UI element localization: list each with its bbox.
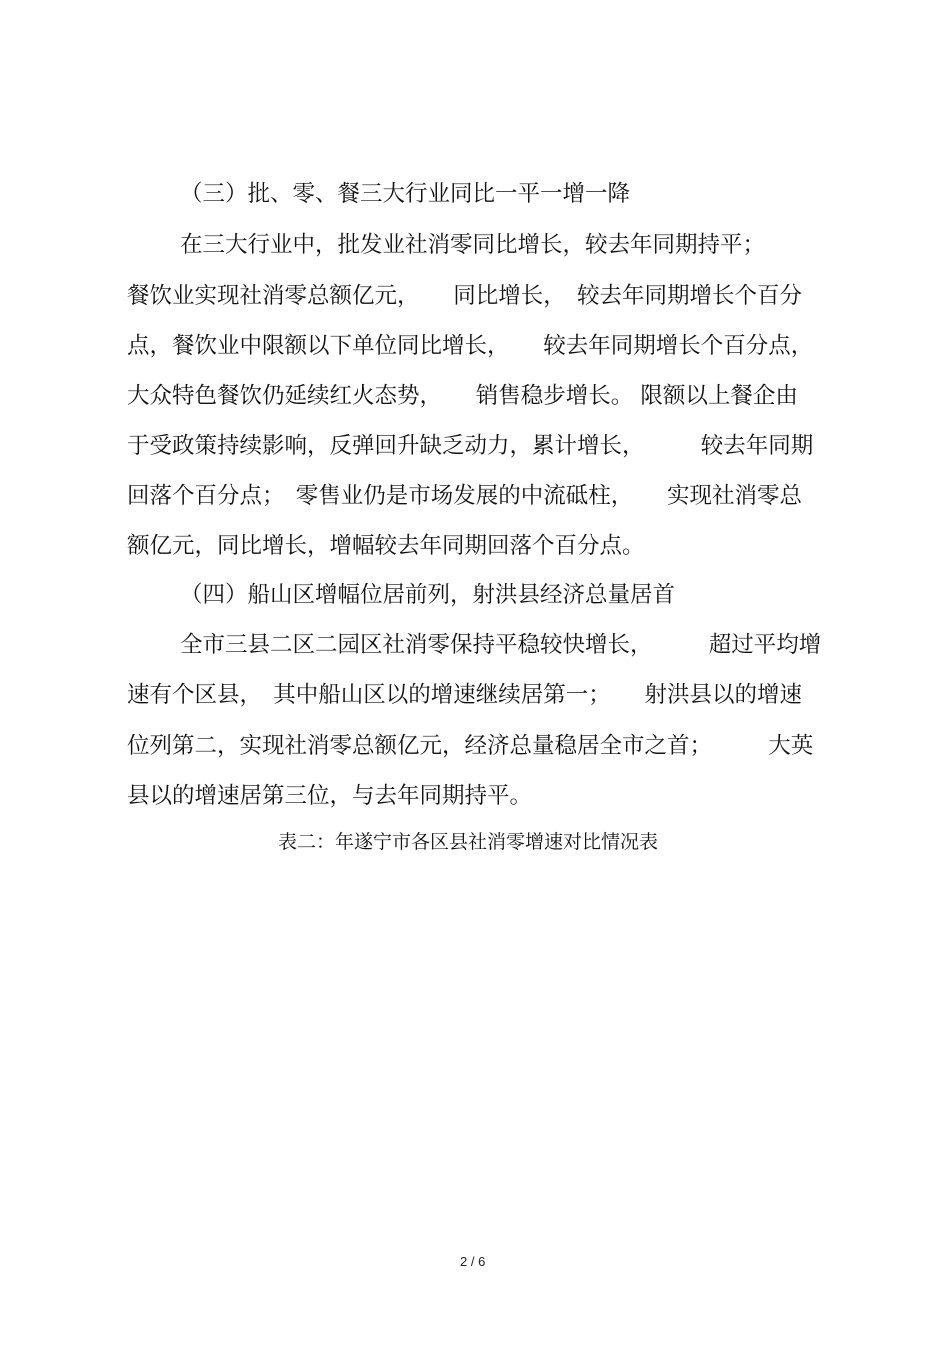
table-caption: 表二：年遂宁市各区县社消零增速对比情况表: [278, 831, 659, 853]
section-4-line-4: 县以的增速居第三位，与去年同期持平。: [127, 783, 533, 809]
section-3-line-6: 回落个百分点； 零售业仍是市场发展的中流砥柱， 实现社消零总: [127, 483, 803, 509]
section-4-heading: （四）船山区增幅位居前列，射洪县经济总量居首: [180, 582, 676, 608]
section-3-line-5: 于受政策持续影响，反弹回升缺乏动力，累计增长， 较去年同期: [127, 433, 814, 459]
section-3-heading: （三）批、零、餐三大行业同比一平一增一降: [180, 181, 631, 207]
section-4-line-1: 全市三县二区二园区社消零保持平稳较快增长， 超过平均增: [180, 632, 822, 658]
page-number: 2 / 6: [460, 1254, 486, 1269]
section-3-line-2: 餐饮业实现社消零总额亿元， 同比增长， 较去年同期增长个百分: [127, 283, 803, 309]
section-4-line-2: 速有个区县， 其中船山区以的增速继续居第一； 射洪县以的增速: [127, 682, 803, 708]
section-3-line-3: 点，餐饮业中限额以下单位同比增长， 较去年同期增长个百分点，: [127, 333, 814, 359]
section-3-line-4: 大众特色餐饮仍延续红火态势， 销售稳步增长。 限额以上餐企由: [127, 383, 798, 409]
section-4-line-3: 位列第二，实现社消零总额亿元，经济总量稳居全市之首； 大英: [127, 733, 814, 759]
section-3-line-7: 额亿元，同比增长，增幅较去年同期回落个百分点。: [127, 533, 645, 559]
section-3-line-1: 在三大行业中，批发业社消零同比增长，较去年同期持平；: [180, 232, 766, 258]
